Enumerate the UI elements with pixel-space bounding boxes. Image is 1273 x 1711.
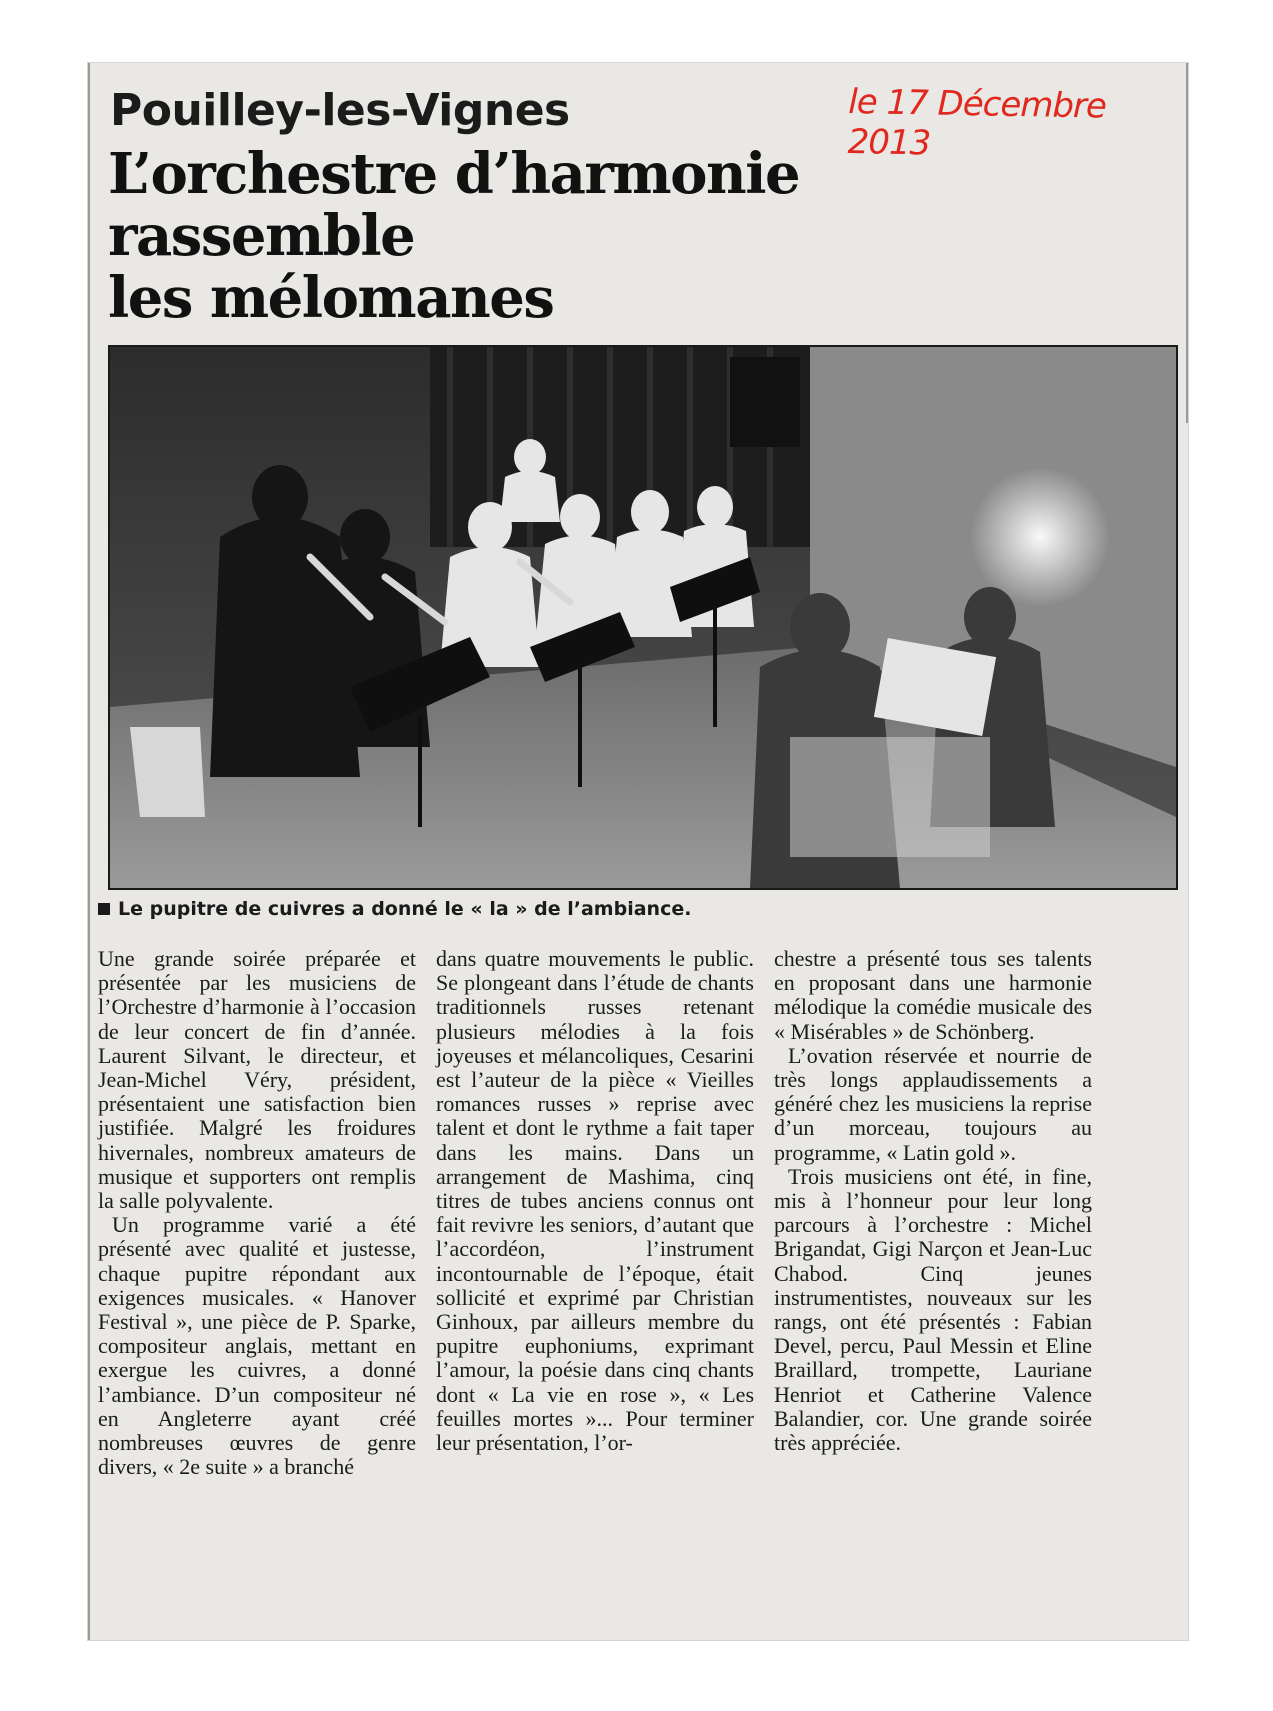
article-kicker: Pouilley-les-Vignes [110, 85, 570, 136]
article-headline [108, 143, 1108, 329]
article-column-3 [774, 947, 1092, 1455]
headline-line-1: L’orchestre d’harmonie rassemble [108, 141, 800, 269]
black-square-icon [98, 903, 110, 915]
orchestra-photo-illustration [110, 347, 1176, 888]
paragraph: Trois musiciens ont été, in fine, mis à l’honneur pour leur long parcours à l’orchestre : Michel Brigandat, Gigi Narçon et Jean-Luc Chabod. Cinq jeunes instrumentistes, nouveaux sur les rangs, ont été présentés : Fabian Devel, percu, Paul Messin et Eline Braillard, trompette, Lauriane Henriot et Catherine Valence Balandier, cor. Une grande soirée très appréciée. [774, 1163, 1092, 1456]
photo-caption [98, 898, 1158, 920]
paragraph: L’ovation réservée et nourrie de très longs applaudissements a généré chez les musiciens la reprise d’un morceau, toujours au programme, « Latin gold ». [774, 1042, 1092, 1165]
article-body [98, 947, 1158, 1587]
paragraph: Un programme varié a été présenté avec qualité et justesse, chaque pupitre répondant aux exigences musicales. « Hanover Festival », une pièce de P. Sparke, compositeur anglais, mettant en exergue les cuivres, a donné l’ambiance. D’un compositeur né en Angleterre ayant créé nombreuses œuvres de genre divers, « 2e suite » a branché [98, 1212, 416, 1480]
article-column-2 [436, 947, 754, 1455]
article-column-1 [98, 947, 416, 1479]
paragraph: dans quatre mouvements le public. Se plongeant dans l’étude de chants traditionnels russes retenant plusieurs mélodies à la fois joyeuses et mélancoliques, Cesarini est l’auteur de la pièce « Vieilles romances russes » reprise avec talent et dont le rythme a fait taper dans les mains. Dans un arrangement de Mashima, cinq titres de tubes anciens connus ont fait revivre les seniors, d’autant que l’accordéon, l’instrument incontournable de l’époque, était sollicité et exprimé par Christian Ginhoux, par ailleurs membre du pupitre euphoniums, exprimant l’amour, la poésie dans cinq chants dont « La vie en rose », « Les feuilles mortes »... Pour terminer leur présentation, l’or- [436, 946, 754, 1456]
clipping-edge-left [88, 63, 90, 1640]
caption-text: Le pupitre de cuivres a donné le « la » de l’ambiance. [118, 898, 692, 920]
paragraph: chestre a présenté tous ses talents en proposant dans une harmonie mélodique la comédie musicale des « Misérables » de Schönberg. [774, 946, 1092, 1044]
handwritten-date: le 17 Décembre 2013 [847, 82, 1107, 164]
newspaper-clipping [88, 63, 1188, 1640]
paragraph: Une grande soirée préparée et présentée par les musiciens de l’Orchestre d’harmonie à l’occasion de leur concert de fin d’année. Laurent Silvant, le directeur, et Jean-Michel Véry, président, présentaient une satisfaction bien justifiée. Malgré les froidures hivernales, nombreux amateurs de musique et supporters ont remplis la salle polyvalente. [98, 946, 416, 1214]
orchestra-photo [108, 345, 1178, 890]
headline-line-2: les mélomanes [108, 265, 554, 331]
